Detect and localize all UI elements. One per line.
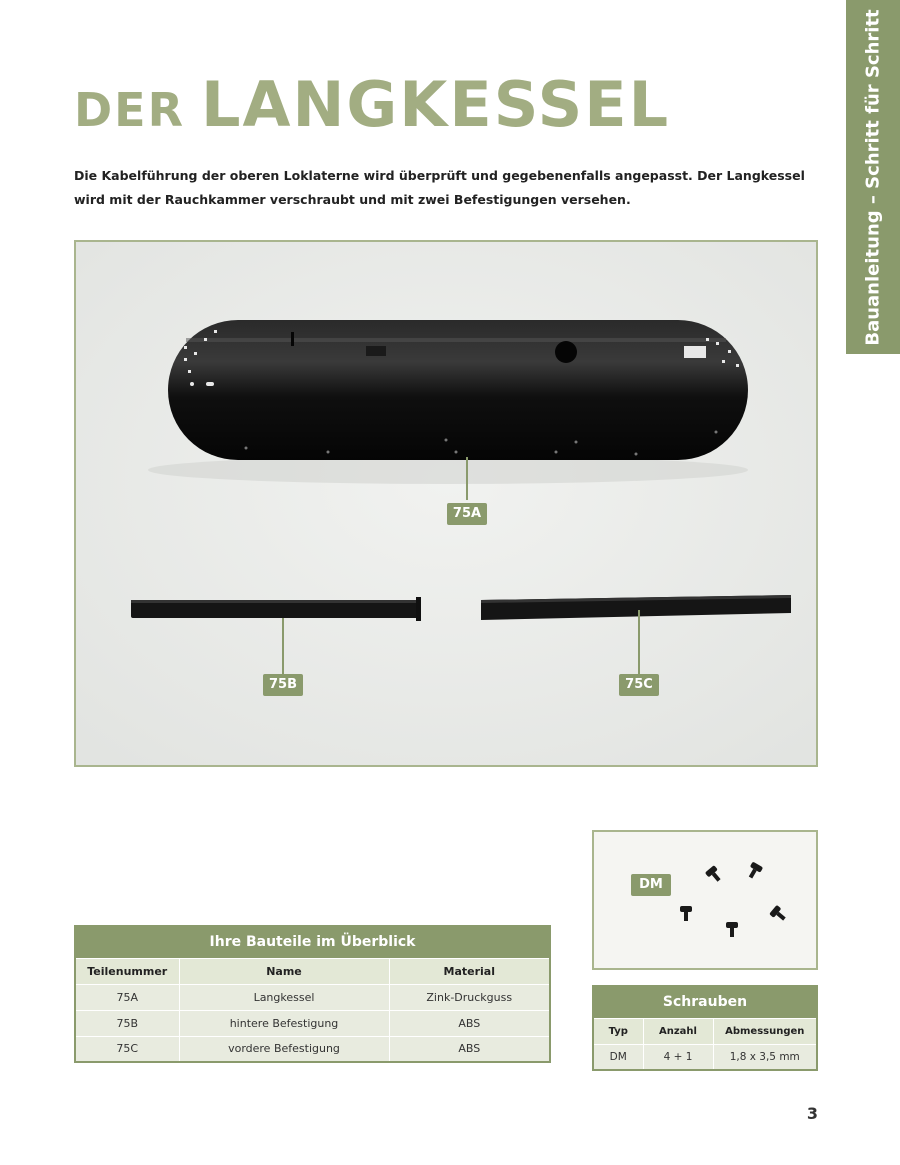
part-material-cell: ABS <box>389 1036 550 1062</box>
part-material-cell: Zink-Druckguss <box>389 984 550 1010</box>
part-name-cell: Langkessel <box>179 984 389 1010</box>
screw-3 <box>680 906 692 921</box>
screws-table-header-dimensions: Abmessungen <box>713 1018 817 1044</box>
screw-dimensions-cell: 1,8 x 3,5 mm <box>713 1044 817 1070</box>
part-label-75c: 75C <box>619 674 659 696</box>
screw-4 <box>726 922 738 937</box>
part-name-cell: vordere Befestigung <box>179 1036 389 1062</box>
screws-table <box>592 985 818 1071</box>
page-number: 3 <box>806 1104 818 1123</box>
intro-paragraph: Die Kabelführung der oberen Loklaterne wird überprüft und gegebenenfalls angepasst. Der Langkessel wird mit der Rauchkammer verschraubt und mit zwei Befestigungen versehen. <box>74 168 805 207</box>
screws-table-header-type: Typ <box>593 1018 643 1044</box>
part-name-cell: hintere Befestigung <box>179 1010 389 1036</box>
boiler-part-75a <box>168 320 748 460</box>
screw-1 <box>705 865 724 884</box>
parts-table-header-part-number: Teilenummer <box>75 958 179 984</box>
page-title-prefix: DER <box>74 83 186 137</box>
screws-table-header-count: Anzahl <box>643 1018 713 1044</box>
table-row <box>75 1010 550 1036</box>
part-number-cell: 75A <box>75 984 179 1010</box>
part-material-cell: ABS <box>389 1010 550 1036</box>
rear-mount-part-75b <box>131 597 421 621</box>
screws-table-caption: Schrauben <box>593 986 817 1018</box>
chapter-side-tab-text: Bauanleitung – Schritt für Schritt <box>862 8 884 346</box>
page-title-main: LANGKESSEL <box>201 68 671 141</box>
part-number-cell: 75C <box>75 1036 179 1062</box>
table-row <box>75 1036 550 1062</box>
screws-photo <box>592 830 818 970</box>
screw-type-cell: DM <box>593 1044 643 1070</box>
parts-table-caption: Ihre Bauteile im Überblick <box>75 926 550 958</box>
part-number-cell: 75B <box>75 1010 179 1036</box>
parts-overview-table <box>74 925 551 1063</box>
chapter-side-tab <box>846 0 900 354</box>
page-title <box>74 68 671 144</box>
screws-illustration <box>594 832 818 970</box>
screw-count-cell: 4 + 1 <box>643 1044 713 1070</box>
parts-photo <box>74 240 818 767</box>
table-row <box>593 1044 817 1070</box>
part-label-75a: 75A <box>447 503 487 525</box>
screw-label-dm: DM <box>631 874 671 896</box>
parts-table-header-name: Name <box>179 958 389 984</box>
screw-5 <box>769 905 788 924</box>
parts-table-header-material: Material <box>389 958 550 984</box>
part-label-75b: 75B <box>263 674 303 696</box>
screw-2 <box>745 862 763 881</box>
table-row <box>75 984 550 1010</box>
